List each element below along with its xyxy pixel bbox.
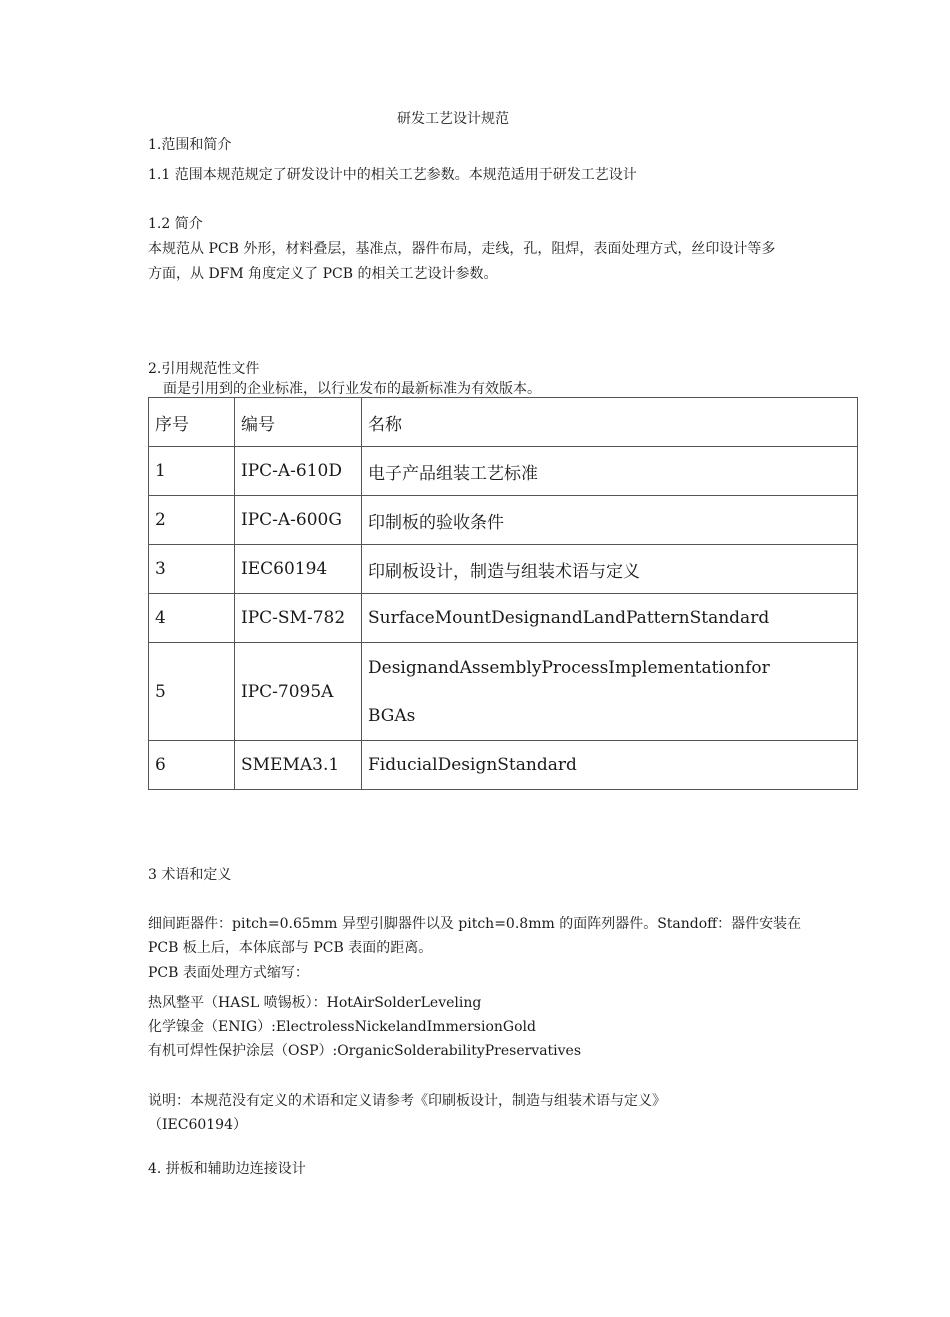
section-3-abbr-hasl: 热风整平（HASL 喷锡板）：HotAirSolderLeveling xyxy=(148,995,482,1011)
section-3-definition-line1: 细间距器件：pitch=0.65mm 异型引脚器件以及 pitch=0.8mm 的面阵列器件。Standoff：器件安装在 xyxy=(148,916,802,932)
cell-code: SMEMA3.1 xyxy=(235,741,362,790)
cell-name-line2: BGAs xyxy=(368,705,416,726)
header-cell-name: 名称 xyxy=(362,398,858,447)
table-row xyxy=(149,741,858,790)
cell-no: 5 xyxy=(149,643,235,741)
section-2-note: 面是引用到的企业标准，以行业发布的最新标准为有效版本。 xyxy=(163,381,541,397)
section-1-heading: 1.范围和简介 xyxy=(148,137,232,153)
header-cell-code: 编号 xyxy=(235,398,362,447)
section-3-note-line2: （IEC60194） xyxy=(148,1117,247,1133)
cell-code: IPC-A-610D xyxy=(235,447,362,496)
cell-code: IEC60194 xyxy=(235,545,362,594)
cell-code: IPC-A-600G xyxy=(235,496,362,545)
section-3-abbr-osp: 有机可焊性保护涂层（OSP）:OrganicSolderabilityPreservatives xyxy=(148,1043,582,1059)
section-3-note-line1: 说明：本规范没有定义的术语和定义请参考《印刷板设计，制造与组装术语与定义》 xyxy=(148,1093,666,1109)
cell-no: 2 xyxy=(149,496,235,545)
cell-name: SurfaceMountDesignandLandPatternStandard xyxy=(362,594,858,643)
cell-no: 4 xyxy=(149,594,235,643)
cell-name: 印刷板设计，制造与组装术语与定义 xyxy=(362,545,858,594)
section-1-1-text: 1.1 范围本规范规定了研发设计中的相关工艺参数。本规范适用于研发工艺设计 xyxy=(148,167,637,183)
table-header-row xyxy=(149,398,858,447)
section-1-2-line1: 本规范从 PCB 外形，材料叠层，基准点，器件布局，走线，孔，阻焊，表面处理方式，丝印设计等多 xyxy=(148,241,776,257)
header-cell-no: 序号 xyxy=(149,398,235,447)
section-3-heading: 3 术语和定义 xyxy=(148,867,232,883)
cell-code: IPC-7095A xyxy=(235,643,362,741)
section-3-definition-line2: PCB 板上后，本体底部与 PCB 表面的距离。 xyxy=(148,940,433,956)
cell-no: 6 xyxy=(149,741,235,790)
reference-table xyxy=(148,397,858,790)
section-1-2-heading: 1.2 简介 xyxy=(148,216,203,232)
section-3-abbr-enig: 化学镍金（ENIG）:ElectrolessNickelandImmersionGold xyxy=(148,1019,536,1035)
cell-no: 3 xyxy=(149,545,235,594)
document-title: 研发工艺设计规范 xyxy=(397,111,509,127)
cell-name: 电子产品组装工艺标准 xyxy=(362,447,858,496)
cell-name: 印制板的验收条件 xyxy=(362,496,858,545)
section-3-abbr-heading: PCB 表面处理方式缩写： xyxy=(148,965,309,981)
cell-name xyxy=(362,643,858,741)
cell-no: 1 xyxy=(149,447,235,496)
cell-name: FiducialDesignStandard xyxy=(362,741,858,790)
table-row xyxy=(149,496,858,545)
table-row xyxy=(149,643,858,741)
table-row xyxy=(149,545,858,594)
table-row xyxy=(149,447,858,496)
section-1-2-line2: 方面，从 DFM 角度定义了 PCB 的相关工艺设计参数。 xyxy=(148,266,498,282)
table-row xyxy=(149,594,858,643)
section-4-heading: 4. 拼板和辅助边连接设计 xyxy=(148,1161,306,1177)
cell-name-line1: DesignandAssemblyProcessImplementationfor xyxy=(368,657,770,678)
section-2-heading: 2.引用规范性文件 xyxy=(148,361,260,377)
cell-code: IPC-SM-782 xyxy=(235,594,362,643)
